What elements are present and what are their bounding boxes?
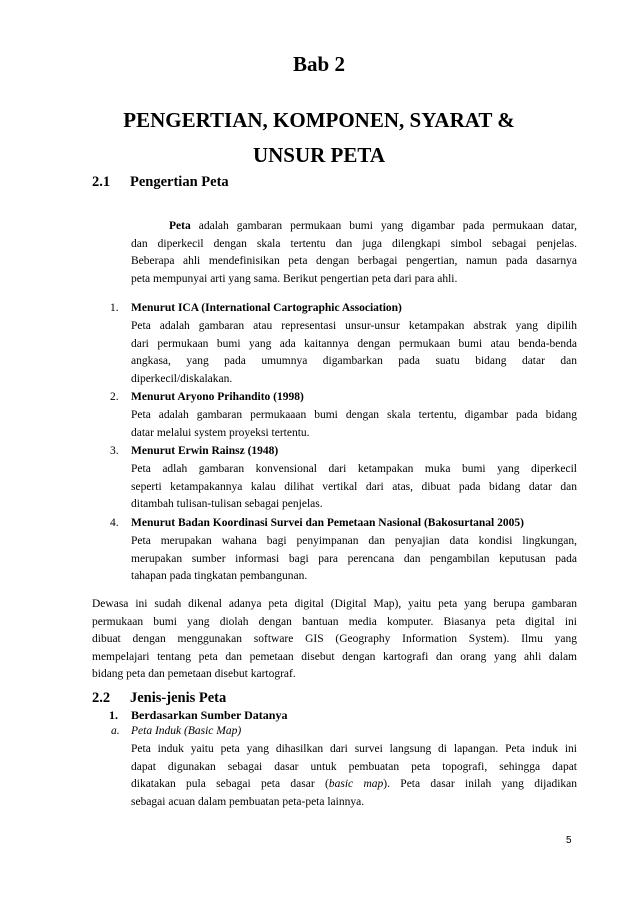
chapter-label: Bab 2: [293, 52, 345, 76]
subsection-number: 1.: [109, 708, 118, 722]
sub-item-line: sebagai acuan dalam pembuatan peta-peta lainnya.: [131, 795, 365, 808]
section-number: 2.1: [92, 174, 111, 190]
sub-item-title: Peta Induk (Basic Map): [131, 725, 242, 737]
list-item-heading: Menurut Aryono Prihandito (1998): [131, 391, 304, 403]
sub-item-line-text: dikatakan pula sebagai peta dasar (: [131, 778, 329, 790]
sub-item-italic-term: basic map: [328, 778, 384, 790]
closing-paragraph: [92, 596, 577, 684]
intro-line: dan diperkecil dengan skala tertentu dan juga dilengkapi simbol sebagai penjelas.: [131, 237, 577, 250]
list-item-line: datar melalui system proyeksi tertentu.: [131, 426, 310, 439]
list-item-number: 1.: [110, 302, 119, 314]
list-item-body: [131, 533, 577, 586]
sub-item-line: [131, 776, 577, 794]
list-item-number: 4.: [110, 517, 119, 529]
list-item-line: tahapan pada tingkatan pembangunan.: [131, 570, 308, 582]
intro-line: Beberapa ahli mendefinisikan peta dengan berbagai pengertian, namun pada dasarnya: [131, 255, 577, 267]
intro-line-text: adalah gambaran permukaan bumi yang digambar pada permukaan datar,: [190, 220, 577, 232]
sub-item-line-text: ). Peta dasar inilah yang dijadikan: [383, 778, 577, 790]
list-item-line: dari permukaan bumi yang ada kaitannya dengan permukaan bumi atau benda-benda: [131, 337, 577, 350]
chapter-title: [0, 103, 638, 173]
intro-line: [131, 218, 577, 236]
closing-line: mempelajari tentang peta dan pemetaan disebut dengan kartografi dan orang yang ahli dalam: [92, 650, 577, 663]
list-item-line: seperti ketampakannya kalau dilihat vertikal dari atas, dibuat pada bidang datar dan: [131, 480, 577, 493]
list-item-line: Peta adalah gambaran permukaaan bumi dengan skala tertentu, digambar pada bidang: [131, 409, 577, 421]
sub-item-line: dapat digunakan sebagai dasar untuk pembuatan peta topografi, sehingga dapat: [131, 760, 577, 773]
chapter-title-line-1: PENGERTIAN, KOMPONEN, SYARAT &: [123, 108, 515, 132]
closing-line: permukaan bumi yang diolah dengan bantuan media komputer. Biasanya peta digital ini: [92, 615, 577, 628]
list-item-body: [131, 461, 577, 514]
page-number: 5: [566, 835, 572, 846]
list-item-number: 3.: [110, 445, 119, 457]
list-item-line: Peta adalah gambaran atau representasi unsur-unsur ketampakan abstrak yang dipilih: [131, 320, 577, 332]
section-number: 2.2: [92, 690, 111, 706]
section-title: Jenis-jenis Peta: [130, 690, 227, 706]
sub-item-line: Peta induk yaitu peta yang dihasilkan dari survei langsung di lapangan. Peta induk ini: [131, 743, 577, 755]
list-item-heading: Menurut Erwin Rainsz (1948): [131, 445, 279, 457]
sub-item-letter: a.: [111, 725, 120, 737]
list-item-body: [131, 318, 577, 388]
list-item-line: angkasa, yang pada umumnya digambarkan pada suatu bidang datar dan: [131, 355, 577, 367]
list-item-heading: Menurut Badan Koordinasi Survei dan Pemetaan Nasional (Bakosurtanal 2005): [131, 517, 524, 529]
closing-line: dibuat dengan menggunakan software GIS (Geography Information System). Ilmu yang: [92, 633, 577, 645]
list-item-line: ditambah tulisan-tulisan sebagai penjelas.: [131, 498, 323, 510]
intro-paragraph: [131, 218, 577, 288]
section-title: Pengertian Peta: [130, 174, 229, 190]
list-item-line: diperkecil/diskalakan.: [131, 372, 233, 385]
closing-line: Dewasa ini sudah dikenal adanya peta digital (Digital Map), yaitu peta yang berupa gambaran: [92, 598, 577, 610]
list-item-body: [131, 407, 577, 442]
sub-item-body: [131, 741, 577, 811]
intro-bold-term: Peta: [169, 220, 191, 232]
list-item-line: Peta adlah gambaran konvensional dari ketampakan muka bumi yang diperkecil: [131, 463, 577, 475]
list-item-line: Peta merupakan wahana bagi penyimpanan dan penyajian data kondisi lingkungan,: [131, 535, 577, 547]
intro-line: peta mempunyai arti yang sama. Berikut pengertian peta dari para ahli.: [131, 272, 458, 285]
subsection-heading: Berdasarkan Sumber Datanya: [131, 708, 288, 722]
closing-line: bidang peta dan pemetaan disebut kartograf.: [92, 668, 296, 680]
chapter-title-line-2: UNSUR PETA: [252, 143, 386, 167]
list-item-heading: Menurut ICA (International Cartographic Association): [131, 302, 402, 314]
list-item-line: merupakan sumber informasi bagi para perencana dan pengambilan keputusan pada: [131, 552, 577, 565]
list-item-number: 2.: [110, 391, 119, 403]
